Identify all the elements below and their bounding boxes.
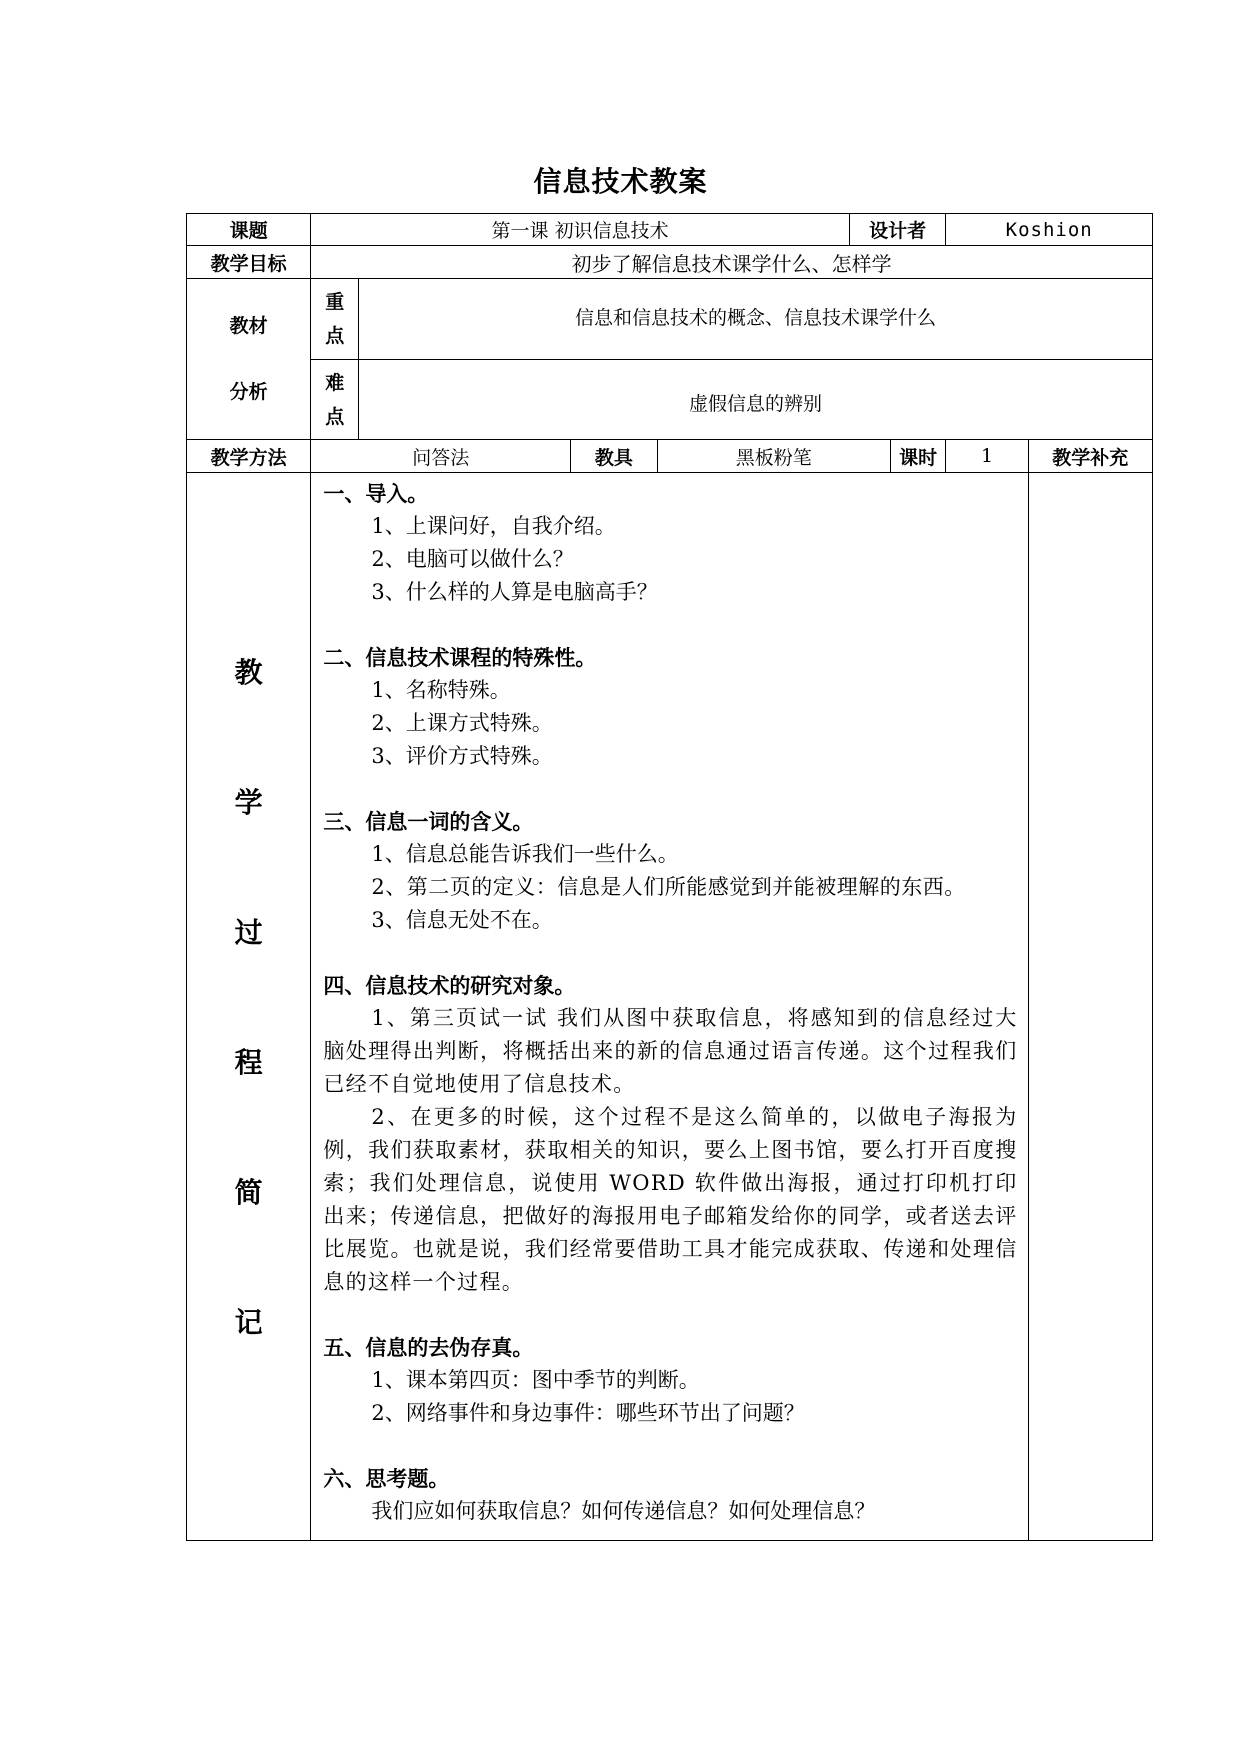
section-item: 2、第二页的定义：信息是人们所能感觉到并能被理解的东西。: [371, 875, 966, 899]
hours-value: 1: [946, 440, 1028, 473]
difficult-point-row: [187, 360, 1153, 440]
supplement-label: 教学补充: [1028, 440, 1152, 473]
tools-value: 黑板粉笔: [657, 440, 890, 473]
process-label: [187, 473, 311, 1541]
section-item: 3、信息无处不在。: [371, 908, 553, 932]
section-item: 我们应如何获取信息？如何传递信息？如何处理信息？: [371, 1499, 876, 1523]
section-paragraph: 1、第三页试一试 我们从图中获取信息，将感知到的信息经过大脑处理得出判断，将概括出来的新的信息通过语言传递。这个过程我们已经不自觉地使用了信息技术。: [323, 1006, 1018, 1096]
supplement-content: [1028, 473, 1152, 1541]
designer-label: 设计者: [849, 214, 946, 246]
section-item: 3、什么样的人算是电脑高手？: [371, 580, 658, 604]
material-label-line2: 分析: [229, 381, 268, 403]
lesson-plan-table: [186, 213, 1153, 1541]
process-label-char: 简: [234, 1176, 263, 1209]
section-paragraph: 2、在更多的时候，这个过程不是这么简单的，以做电子海报为例，我们获取素材，获取相关的知识，要么上图书馆，要么打开百度搜索；我们处理信息，说使用 WORD 软件做出海报，通过打印机打印出来；传递信息，把做好的海报用电子邮箱发给你的同学，或者送去评比展览。也就是说，我们经常要借助工具才能完成获取、传递和处理信息的这样一个过程。: [323, 1105, 1018, 1294]
section-item: 2、电脑可以做什么？: [371, 547, 574, 571]
section-item: 1、上课问好，自我介绍。: [371, 514, 616, 538]
section-title: 三、信息一词的含义。: [323, 809, 534, 834]
topic-label: 课题: [187, 214, 311, 246]
section-title: 二、信息技术课程的特殊性。: [323, 645, 597, 670]
section-item: 1、课本第四页：图中季节的判断。: [371, 1368, 700, 1392]
tools-label: 教具: [571, 440, 658, 473]
key-point-row: [187, 279, 1153, 360]
process-label-char: 记: [234, 1306, 263, 1339]
section-item: 2、上课方式特殊。: [371, 711, 553, 735]
topic-value: 第一课 初识信息技术: [311, 214, 849, 246]
section-item: 1、信息总能告诉我们一些什么。: [371, 842, 679, 866]
section-title: 四、信息技术的研究对象。: [323, 973, 576, 998]
goal-value: 初步了解信息技术课学什么、怎样学: [311, 246, 1153, 279]
section-item: 3、评价方式特殊。: [371, 744, 553, 768]
section-item: 1、名称特殊。: [371, 678, 511, 702]
section-title: 五、信息的去伪存真。: [323, 1335, 534, 1360]
process-row: [187, 473, 1153, 1541]
section-title: 六、思考题。: [323, 1466, 450, 1491]
section-title: 一、导入。: [323, 481, 429, 506]
process-content: [311, 473, 1028, 1541]
topic-row: [187, 214, 1153, 246]
designer-value: Koshion: [946, 214, 1153, 246]
process-label-char: 教: [234, 656, 263, 689]
difficult-point-label: 难 点: [311, 360, 359, 440]
process-label-char: 学: [234, 786, 263, 819]
goal-row: [187, 246, 1153, 279]
difficult-point-value: 虚假信息的辨别: [359, 360, 1153, 440]
key-point-label: 重 点: [311, 279, 359, 360]
section-item: 2、网络事件和身边事件：哪些环节出了问题？: [371, 1401, 805, 1425]
method-value: 问答法: [311, 440, 571, 473]
hours-label: 课时: [890, 440, 946, 473]
document-title: 信息技术教案: [533, 165, 708, 198]
key-point-value: 信息和信息技术的概念、信息技术课学什么: [359, 279, 1153, 360]
goal-label: 教学目标: [187, 246, 311, 279]
process-label-char: 过: [234, 916, 263, 949]
material-analysis-label: [187, 279, 311, 440]
method-label: 教学方法: [187, 440, 311, 473]
method-row: [187, 440, 1153, 473]
process-label-char: 程: [234, 1046, 263, 1079]
material-label-line1: 教材: [229, 315, 268, 337]
